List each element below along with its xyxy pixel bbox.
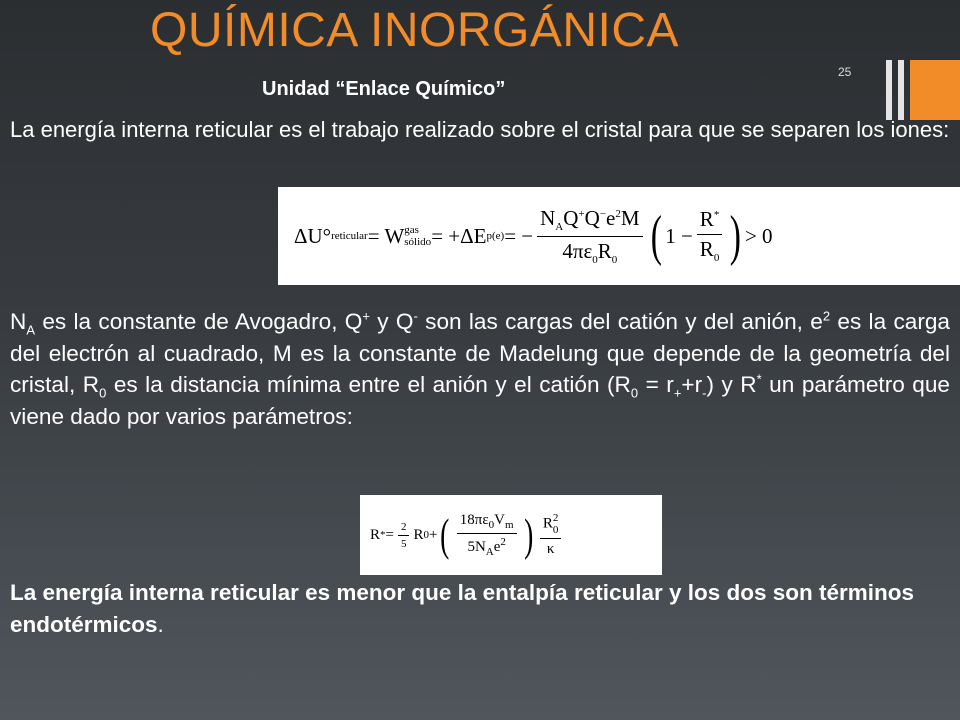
eq-term: e (606, 206, 616, 231)
eq-term: Q (584, 206, 600, 231)
eq-term: R (597, 238, 612, 263)
eq-right-paren: ) (523, 509, 533, 560)
eq-numerator (540, 512, 562, 539)
eq-right-paren: ) (730, 205, 742, 267)
eq-term: R (370, 526, 381, 543)
eq-fraction (398, 521, 410, 550)
text-superscript: * (756, 371, 762, 387)
eq-numerator (457, 512, 517, 534)
text-run: es la constante de Avogadro, Q (35, 309, 363, 334)
eq-term: M (620, 206, 640, 231)
eq-numerator (537, 206, 642, 236)
page-number: 25 (838, 65, 852, 79)
eq-subscript: 0 (592, 253, 598, 266)
text-run: = r (638, 372, 674, 397)
text-run: +r (681, 372, 703, 397)
eq-subscript: 0 (488, 519, 495, 531)
eq-superscript: − (599, 208, 607, 221)
conclusion-paragraph (10, 577, 950, 641)
text-run: La energía interna reticular es menor que la entalpía reticular y los dos son términos endotérmicos (10, 580, 915, 637)
eq-term: 1 − (665, 223, 693, 248)
text-run: un parámetro que viene dado por varios parámetros: (10, 372, 950, 429)
text-run: son las cargas del catión y del anión, e (417, 309, 823, 334)
eq-subscript: sólido (404, 236, 432, 248)
intro-paragraph: La energía interna reticular es el trabajo realizado sobre el cristal para que se separen los iones: (10, 117, 950, 142)
eq-term: 4πε (562, 238, 593, 263)
text-superscript: - (413, 308, 418, 324)
eq-term: N (540, 206, 556, 231)
eq-term: 5N (467, 539, 486, 555)
eq-term: R (542, 515, 553, 532)
eq-sup-sub-stack (404, 224, 431, 248)
eq-denominator: κ (546, 541, 555, 557)
eq-subscript: p(e) (486, 230, 505, 242)
eq-subscript: A (485, 546, 494, 558)
eq-denominator: 5 (400, 537, 407, 550)
text-subscript: A (26, 322, 35, 338)
eq-numerator: 2 (398, 521, 410, 536)
eq-term: ΔU° (294, 223, 332, 248)
eq-denominator (697, 235, 723, 264)
eq-superscript: * (713, 209, 720, 222)
eq-term: = (385, 526, 394, 543)
explanation-paragraph (10, 306, 950, 432)
slide-subtitle: Unidad “Enlace Químico” (262, 78, 506, 100)
eq-term: = − (504, 223, 534, 248)
text-subscript: 0 (630, 385, 639, 401)
eq-fraction (537, 206, 642, 265)
eq-subscript: 0 (423, 529, 429, 541)
r-star-equation (360, 495, 662, 575)
eq-term: V (494, 512, 506, 528)
eq-superscript: 2 (615, 208, 621, 221)
eq-fraction (697, 207, 723, 264)
eq-term: + (429, 526, 438, 543)
eq-left-paren: ( (650, 205, 662, 267)
text-run: N (10, 309, 27, 334)
text-run: . (157, 612, 164, 637)
text-superscript: + (362, 308, 370, 324)
text-run: ) y R (706, 372, 757, 397)
eq-subscript: 0 (713, 252, 720, 265)
eq-fraction (457, 512, 517, 558)
eq-subscript: 0 (611, 253, 618, 266)
eq-denominator (559, 237, 620, 266)
text-subscript: + (673, 385, 682, 401)
eq-term: R (699, 207, 714, 232)
eq-subscript: m (505, 519, 514, 531)
eq-term: Q (563, 206, 579, 231)
decorative-accent-block (910, 60, 960, 120)
lattice-energy-equation (278, 187, 960, 285)
eq-superscript: * (380, 529, 386, 541)
text-run: es la carga del electrón al cuadrado, M es la constante de Madelung que depende de la geometría del cristal, R (10, 309, 950, 397)
text-run: es la distancia mínima entre el anión y el catión (R (106, 372, 631, 397)
eq-subscript: 0 (552, 524, 559, 536)
decorative-bar (886, 60, 892, 120)
text-superscript: 2 (822, 308, 831, 324)
text-subscript: - (702, 385, 707, 401)
eq-superscript: + (578, 208, 585, 221)
eq-term: = W (367, 223, 405, 248)
eq-term: > 0 (744, 223, 773, 248)
decorative-bar (898, 60, 904, 120)
equation-content (294, 187, 773, 285)
eq-term: 18πε (459, 512, 489, 528)
text-run: y Q (369, 309, 414, 334)
eq-subscript: A (555, 221, 564, 234)
eq-term: R (413, 526, 424, 543)
eq-term: = +ΔE (431, 223, 487, 248)
text-subscript: 0 (99, 385, 107, 401)
eq-numerator (697, 207, 723, 235)
eq-fraction (540, 512, 562, 558)
eq-sup-sub-stack (553, 512, 559, 536)
eq-denominator (464, 534, 508, 558)
eq-left-paren: ( (440, 509, 450, 560)
eq-superscript: 2 (500, 536, 506, 548)
eq-superscript: 2 (552, 512, 559, 524)
equation-content (370, 495, 565, 575)
eq-term: R (699, 237, 714, 262)
eq-term: e (493, 539, 501, 555)
eq-superscript: gas (404, 224, 419, 236)
eq-subscript: reticular (331, 230, 368, 242)
slide-title: QUÍMICA INORGÁNICA (150, 4, 680, 57)
